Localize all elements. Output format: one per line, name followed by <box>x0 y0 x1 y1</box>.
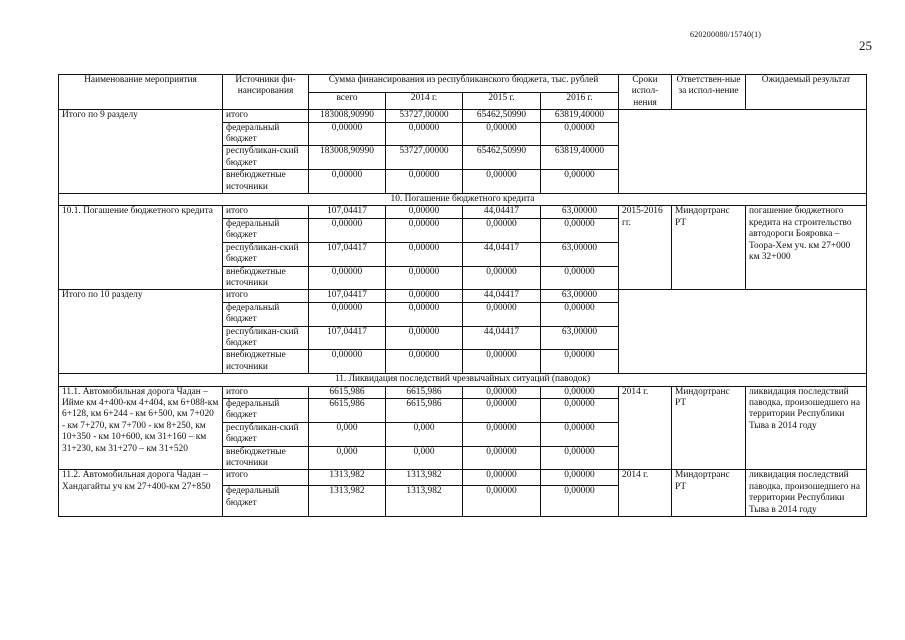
value-cell: 6615,986 <box>309 386 386 398</box>
row-name: 11.2. Автомобильная дорога Чадан – Хандагайты уч км 27+400-км 27+850 <box>59 470 223 517</box>
value-cell: 1313,982 <box>386 486 463 517</box>
value-cell: 0,00000 <box>386 242 463 266</box>
value-cell: 0,00000 <box>541 302 619 326</box>
value-cell: 0,00000 <box>463 122 541 146</box>
source-label: итого <box>223 110 309 122</box>
value-cell: 0,00000 <box>463 486 541 517</box>
source-label: республикан-ский бюджет <box>223 146 309 170</box>
empty-cell <box>619 290 867 374</box>
value-cell: 0,00000 <box>386 302 463 326</box>
header-sources: Источники фи-нансирования <box>223 75 309 110</box>
document-id: 620200080/15740(1) <box>690 30 762 39</box>
value-cell: 6615,986 <box>309 398 386 422</box>
value-cell: 183008,90990 <box>309 146 386 170</box>
value-cell: 0,00000 <box>463 398 541 422</box>
value-cell: 107,04417 <box>309 206 386 218</box>
value-cell: 0,00000 <box>463 386 541 398</box>
source-label: республикан-ский бюджет <box>223 422 309 446</box>
source-label: итого <box>223 206 309 218</box>
value-cell: 0,00000 <box>309 170 386 194</box>
value-cell: 0,00000 <box>541 266 619 290</box>
table-row <box>59 470 867 486</box>
value-cell: 0,00000 <box>386 326 463 350</box>
value-cell: 0,00000 <box>386 266 463 290</box>
value-cell: 63,00000 <box>541 326 619 350</box>
responsible-cell: Миндортранс РТ <box>672 470 746 517</box>
value-cell: 0,00000 <box>541 170 619 194</box>
header-2014: 2014 г. <box>386 92 463 110</box>
value-cell: 0,00000 <box>541 386 619 398</box>
source-label: внебюджетные источники <box>223 170 309 194</box>
value-cell: 65462,50990 <box>463 146 541 170</box>
table-row <box>59 386 867 398</box>
header-name: Наименование мероприятия <box>59 75 223 110</box>
header-total: всего <box>309 92 386 110</box>
value-cell: 0,00000 <box>463 422 541 446</box>
header-terms: Сроки испол-нения <box>619 75 672 110</box>
result-cell: ликвидация последствий паводка, произошедшего на территории Республики Тыва в 2014 году <box>746 386 867 470</box>
row-name: Итого по 10 разделу <box>59 290 223 374</box>
value-cell: 0,00000 <box>386 290 463 302</box>
value-cell: 63,00000 <box>541 206 619 218</box>
header-row <box>59 75 867 93</box>
source-label: федеральный бюджет <box>223 302 309 326</box>
source-label: внебюджетные источники <box>223 350 309 374</box>
header-responsible: Ответствен-ные за испол-нение <box>672 75 746 110</box>
value-cell: 1313,982 <box>309 470 386 486</box>
value-cell: 44,04417 <box>463 326 541 350</box>
empty-cell <box>619 110 867 194</box>
value-cell: 0,000 <box>386 422 463 446</box>
section-title-row <box>59 374 867 386</box>
value-cell: 0,00000 <box>541 470 619 486</box>
source-label: республикан-ский бюджет <box>223 242 309 266</box>
terms-cell: 2015-2016 гг. <box>619 206 672 290</box>
value-cell: 1313,982 <box>309 486 386 517</box>
value-cell: 6615,986 <box>386 386 463 398</box>
value-cell: 0,00000 <box>541 422 619 446</box>
value-cell: 1313,982 <box>386 470 463 486</box>
value-cell: 0,00000 <box>463 170 541 194</box>
value-cell: 0,00000 <box>463 218 541 242</box>
value-cell: 0,00000 <box>541 350 619 374</box>
source-label: федеральный бюджет <box>223 486 309 517</box>
header-result: Ожидаемый результат <box>746 75 867 110</box>
value-cell: 107,04417 <box>309 290 386 302</box>
page-number: 25 <box>859 38 872 53</box>
value-cell: 107,04417 <box>309 326 386 350</box>
value-cell: 0,00000 <box>541 122 619 146</box>
value-cell: 0,000 <box>309 422 386 446</box>
financing-table <box>58 74 867 517</box>
source-label: итого <box>223 470 309 486</box>
table-row <box>59 290 867 302</box>
source-label: итого <box>223 386 309 398</box>
source-label: внебюджетные источники <box>223 266 309 290</box>
header-2016: 2016 г. <box>541 92 619 110</box>
value-cell: 0,00000 <box>386 170 463 194</box>
responsible-cell: Миндортранс РТ <box>672 206 746 290</box>
source-label: федеральный бюджет <box>223 218 309 242</box>
table-row <box>59 206 867 218</box>
value-cell: 0,00000 <box>386 218 463 242</box>
terms-cell: 2014 г. <box>619 470 672 517</box>
value-cell: 0,00000 <box>309 266 386 290</box>
value-cell: 0,00000 <box>309 122 386 146</box>
section-title: 10. Погашение бюджетного кредита <box>59 194 867 206</box>
source-label: республикан-ский бюджет <box>223 326 309 350</box>
row-name: Итого по 9 разделу <box>59 110 223 194</box>
value-cell: 44,04417 <box>463 290 541 302</box>
value-cell: 53727,00000 <box>386 146 463 170</box>
header-sum: Сумма финансирования из республиканского бюджета, тыс. рублей <box>309 75 619 93</box>
value-cell: 0,00000 <box>463 350 541 374</box>
value-cell: 44,04417 <box>463 242 541 266</box>
value-cell: 0,00000 <box>309 218 386 242</box>
result-cell: ликвидация последствий паводка, произошедшего на территории Республики Тыва в 2014 году <box>746 470 867 517</box>
value-cell: 0,00000 <box>309 302 386 326</box>
value-cell: 63819,40000 <box>541 110 619 122</box>
value-cell: 0,00000 <box>309 350 386 374</box>
value-cell: 0,000 <box>309 446 386 470</box>
value-cell: 0,00000 <box>541 446 619 470</box>
value-cell: 0,00000 <box>463 470 541 486</box>
value-cell: 107,04417 <box>309 242 386 266</box>
value-cell: 0,00000 <box>463 446 541 470</box>
value-cell: 0,00000 <box>463 302 541 326</box>
value-cell: 0,00000 <box>386 206 463 218</box>
value-cell: 44,04417 <box>463 206 541 218</box>
value-cell: 53727,00000 <box>386 110 463 122</box>
value-cell: 0,00000 <box>541 218 619 242</box>
header-2015: 2015 г. <box>463 92 541 110</box>
responsible-cell: Миндортранс РТ <box>672 386 746 470</box>
value-cell: 0,00000 <box>541 486 619 517</box>
value-cell: 0,00000 <box>386 350 463 374</box>
value-cell: 6615,986 <box>386 398 463 422</box>
row-name: 11.1. Автомобильная дорога Чадан – Ийме км 4+400-км 4+404, км 6+088-км 6+128, км 6+244 - км 6+500, км 7+020 - км 7+270, км 7+700 - км 8+250, км 10+350 - км 10+600, км 31+160 – км 31+230, км 31+270 – км 31+520 <box>59 386 223 470</box>
value-cell: 0,00000 <box>463 266 541 290</box>
table-row <box>59 110 867 122</box>
value-cell: 0,000 <box>386 446 463 470</box>
source-label: внебюджетные источники <box>223 446 309 470</box>
value-cell: 65462,50990 <box>463 110 541 122</box>
value-cell: 63,00000 <box>541 242 619 266</box>
terms-cell: 2014 г. <box>619 386 672 470</box>
section-title-row <box>59 194 867 206</box>
source-label: федеральный бюджет <box>223 122 309 146</box>
row-name: 10.1. Погашение бюджетного кредита <box>59 206 223 290</box>
result-cell: погашение бюджетного кредита на строительство автодороги Бояровка – Тоора-Хем уч. км 27+000 км 32+000 <box>746 206 867 290</box>
value-cell: 0,00000 <box>541 398 619 422</box>
value-cell: 63819,40000 <box>541 146 619 170</box>
value-cell: 183008,90990 <box>309 110 386 122</box>
value-cell: 0,00000 <box>386 122 463 146</box>
source-label: итого <box>223 290 309 302</box>
value-cell: 63,00000 <box>541 290 619 302</box>
source-label: федеральный бюджет <box>223 398 309 422</box>
section-title: 11. Ликвидация последствий чрезвычайных ситуаций (паводок) <box>59 374 867 386</box>
